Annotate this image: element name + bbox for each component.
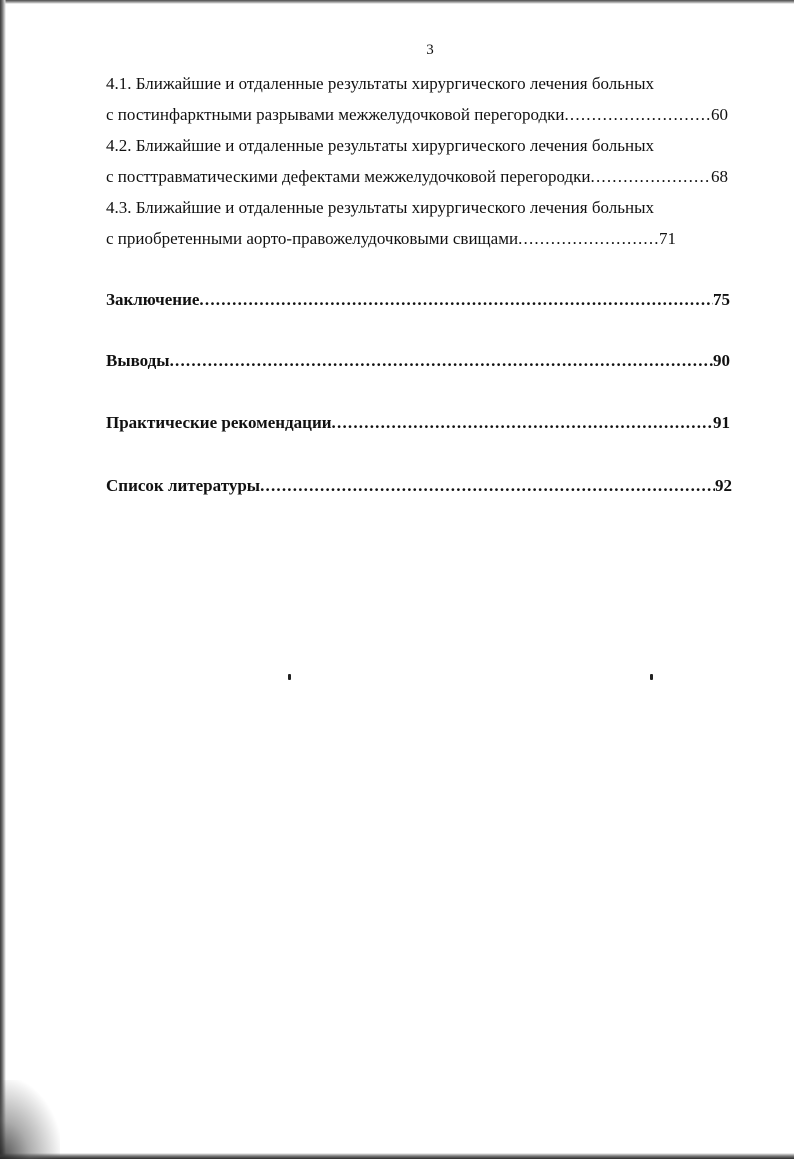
dot-leader [199, 290, 713, 310]
toc-entry-text: с постинфарктными разрывами межжелудочковой перегородки [106, 105, 565, 124]
scan-edge-left [0, 0, 6, 1159]
scan-edge-top [0, 0, 794, 4]
page-number: 3 [426, 42, 434, 58]
toc-entry-text: Список литературы [106, 476, 261, 495]
dot-leader [591, 167, 712, 187]
toc-entry-text: с приобретенными аорто-правожелудочковыми свищами [106, 229, 519, 248]
dot-leader [518, 229, 659, 249]
dot-leader [332, 413, 713, 433]
toc-entry-text: Практические рекомендации [106, 413, 332, 432]
toc-subsection-4-3-title: 4.3. Ближайшие и отдаленные результаты хирургического лечения больных [106, 198, 655, 217]
toc-chapter-conclusion[interactable] [106, 290, 730, 310]
toc-chapter-references[interactable] [106, 476, 732, 496]
toc-subsection-4-2-title: 4.2. Ближайшие и отдаленные результаты хирургического лечения больных [106, 136, 655, 155]
toc-page-number: 92 [715, 476, 732, 495]
toc-subsection-4-3-entry[interactable] [106, 229, 676, 249]
toc-subsection-4-1-entry[interactable] [106, 105, 728, 125]
toc-entry-text: Выводы [106, 351, 170, 370]
toc-page-number: 60 [711, 105, 728, 124]
scan-corner-shadow [0, 1080, 60, 1159]
scan-speck [288, 674, 291, 680]
toc-page-number: 90 [713, 351, 730, 370]
dot-leader [564, 105, 711, 125]
scan-speck [650, 674, 653, 680]
toc-chapter-recommendations[interactable] [106, 413, 730, 433]
toc-entry-text: Заключение [106, 290, 200, 309]
toc-page-number: 71 [659, 229, 676, 248]
toc-subsection-4-1-title: 4.1. Ближайшие и отдаленные результаты хирургического лечения больных [106, 74, 655, 93]
dot-leader [260, 476, 715, 496]
toc-chapter-conclusions[interactable] [106, 351, 730, 371]
toc-page-number: 75 [713, 290, 730, 309]
toc-page-number: 91 [713, 413, 730, 432]
toc-page-number: 68 [711, 167, 728, 186]
toc-entry-text: с посттравматическими дефектами межжелудочковой перегородки [106, 167, 591, 186]
dot-leader [170, 351, 713, 371]
scan-edge-bottom [0, 1153, 794, 1159]
toc-subsection-4-2-entry[interactable] [106, 167, 728, 187]
